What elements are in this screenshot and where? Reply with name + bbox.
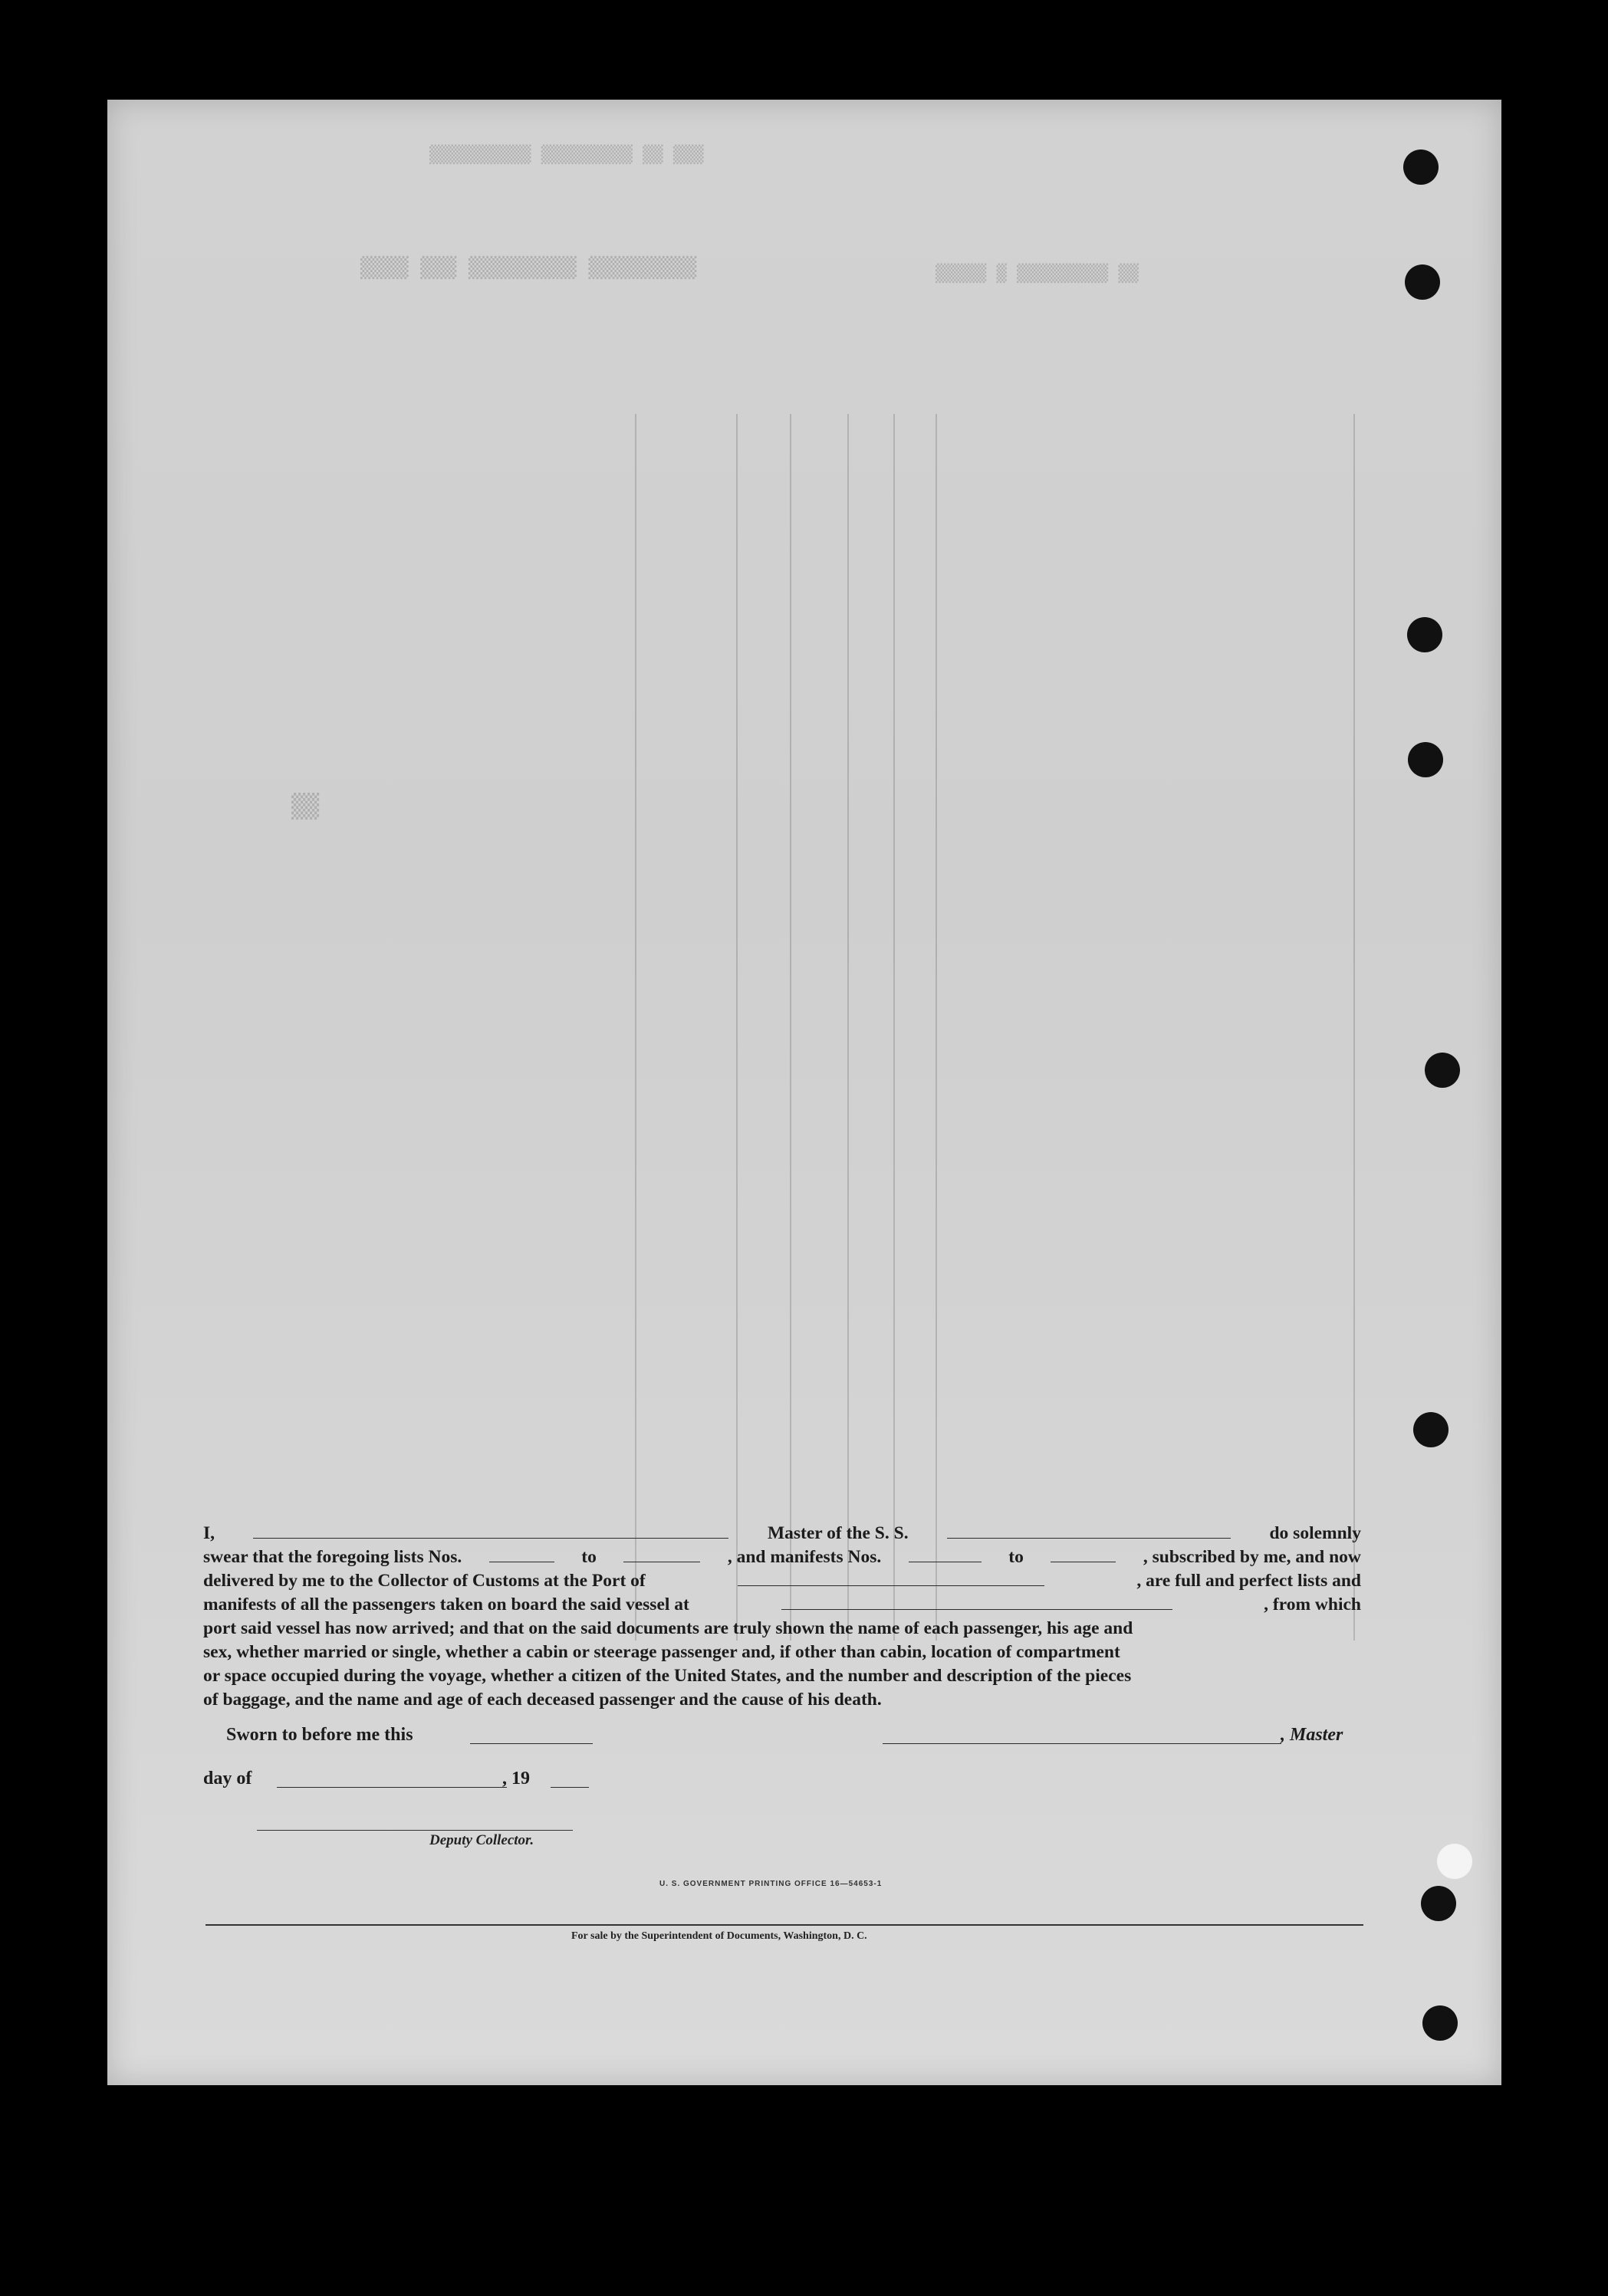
sworn-label: Sworn to before me this — [226, 1725, 413, 1745]
blank-master-name — [253, 1524, 728, 1539]
oath-line: port said vessel has now arrived; and that on the said documents are truly shown the name of each passenger, his age and — [203, 1618, 1133, 1638]
bleed-through-header-2: ▒▒▒▒▒▒▒▒▒ ▒▒▒▒▒▒▒▒▒ ▒▒▒ ▒▒▒▒ — [360, 257, 697, 280]
gpo-imprint: U. S. GOVERNMENT PRINTING OFFICE 16—54653-1 — [659, 1880, 883, 1888]
blank-list-to — [623, 1548, 700, 1562]
oath-line: or space occupied during the voyage, whether a citizen of the United States, and the number and description of the pieces — [203, 1666, 1132, 1686]
deputy-signature-line — [257, 1830, 573, 1831]
oath-lists-nos: swear that the foregoing lists Nos. — [203, 1547, 462, 1567]
oath-line — [203, 1593, 1361, 1617]
oath-to-2: to — [1008, 1547, 1024, 1567]
masters-oath — [203, 1522, 1361, 1712]
oath-subscribed: , subscribed by me, and now — [1143, 1547, 1361, 1567]
blank-sworn-day — [470, 1729, 593, 1744]
bleed-column-rule — [1353, 414, 1355, 1641]
blank-manifest-to — [1051, 1548, 1116, 1562]
oath-vessel-at: manifests of all the passengers taken on board the said vessel at — [203, 1595, 689, 1614]
oath-port-of: delivered by me to the Collector of Customs at the Port of — [203, 1571, 646, 1591]
footer-rule — [206, 1924, 1363, 1926]
oath-do-solemnly: do solemnly — [1269, 1523, 1361, 1543]
bleed-column-rule — [847, 414, 849, 1641]
oath-line — [203, 1545, 1361, 1569]
oath-line: of baggage, and the name and age of each deceased passenger and the cause of his death. — [203, 1690, 882, 1710]
oath-line — [203, 1569, 1361, 1593]
punch-hole — [1421, 1886, 1456, 1921]
bleed-column-rule — [736, 414, 738, 1641]
bleed-column-rule — [936, 414, 937, 1641]
sale-notice: For sale by the Superintendent of Documents, Washington, D. C. — [571, 1930, 867, 1942]
oath-manifests-nos: , and manifests Nos. — [727, 1547, 882, 1567]
punch-hole — [1425, 1053, 1460, 1088]
oath-to: to — [581, 1547, 597, 1567]
punch-hole — [1407, 617, 1442, 652]
bleed-through-margin-number: ▒▒ — [291, 793, 320, 820]
bleed-through-header: ▒▒▒ ▒▒ ▒▒▒▒▒▒▒▒▒ ▒▒▒▒▒▒▒▒▒▒ — [429, 146, 704, 165]
oath-line — [203, 1522, 1361, 1545]
punch-hole — [1403, 149, 1439, 185]
bleed-column-rule — [635, 414, 636, 1641]
oath-master-of-ss: Master of the S. S. — [767, 1523, 909, 1543]
punch-hole — [1437, 1844, 1472, 1879]
blank-month — [277, 1773, 507, 1788]
punch-hole — [1405, 264, 1440, 300]
oath-line: sex, whether married or single, whether a cabin or steerage passenger and, if other than cabin, location of compartment — [203, 1642, 1120, 1662]
blank-list-from — [489, 1548, 554, 1562]
blank-manifest-from — [909, 1548, 982, 1562]
deputy-collector-label: Deputy Collector. — [429, 1832, 534, 1848]
blank-port — [738, 1572, 1044, 1586]
bleed-column-rule — [790, 414, 791, 1641]
bleed-through-header-3: ▒▒ ▒▒▒▒▒▒▒▒▒ ▒ ▒▒▒▒▒ — [936, 264, 1139, 284]
oath-i: I, — [203, 1523, 215, 1543]
year-prefix: , 19 — [502, 1769, 530, 1789]
day-of-label: day of — [203, 1769, 252, 1789]
punch-hole — [1413, 1412, 1449, 1447]
bleed-column-rule — [893, 414, 895, 1641]
blank-master-signature — [883, 1729, 1281, 1744]
blank-year — [551, 1773, 589, 1788]
punch-hole — [1408, 742, 1443, 777]
master-label: , Master — [1281, 1725, 1343, 1745]
oath-full-perfect: , are full and perfect lists and — [1136, 1571, 1361, 1591]
blank-departure-port — [781, 1595, 1172, 1610]
punch-hole — [1422, 2005, 1458, 2041]
oath-from-which: , from which — [1264, 1595, 1361, 1614]
blank-ship-name — [947, 1524, 1231, 1539]
